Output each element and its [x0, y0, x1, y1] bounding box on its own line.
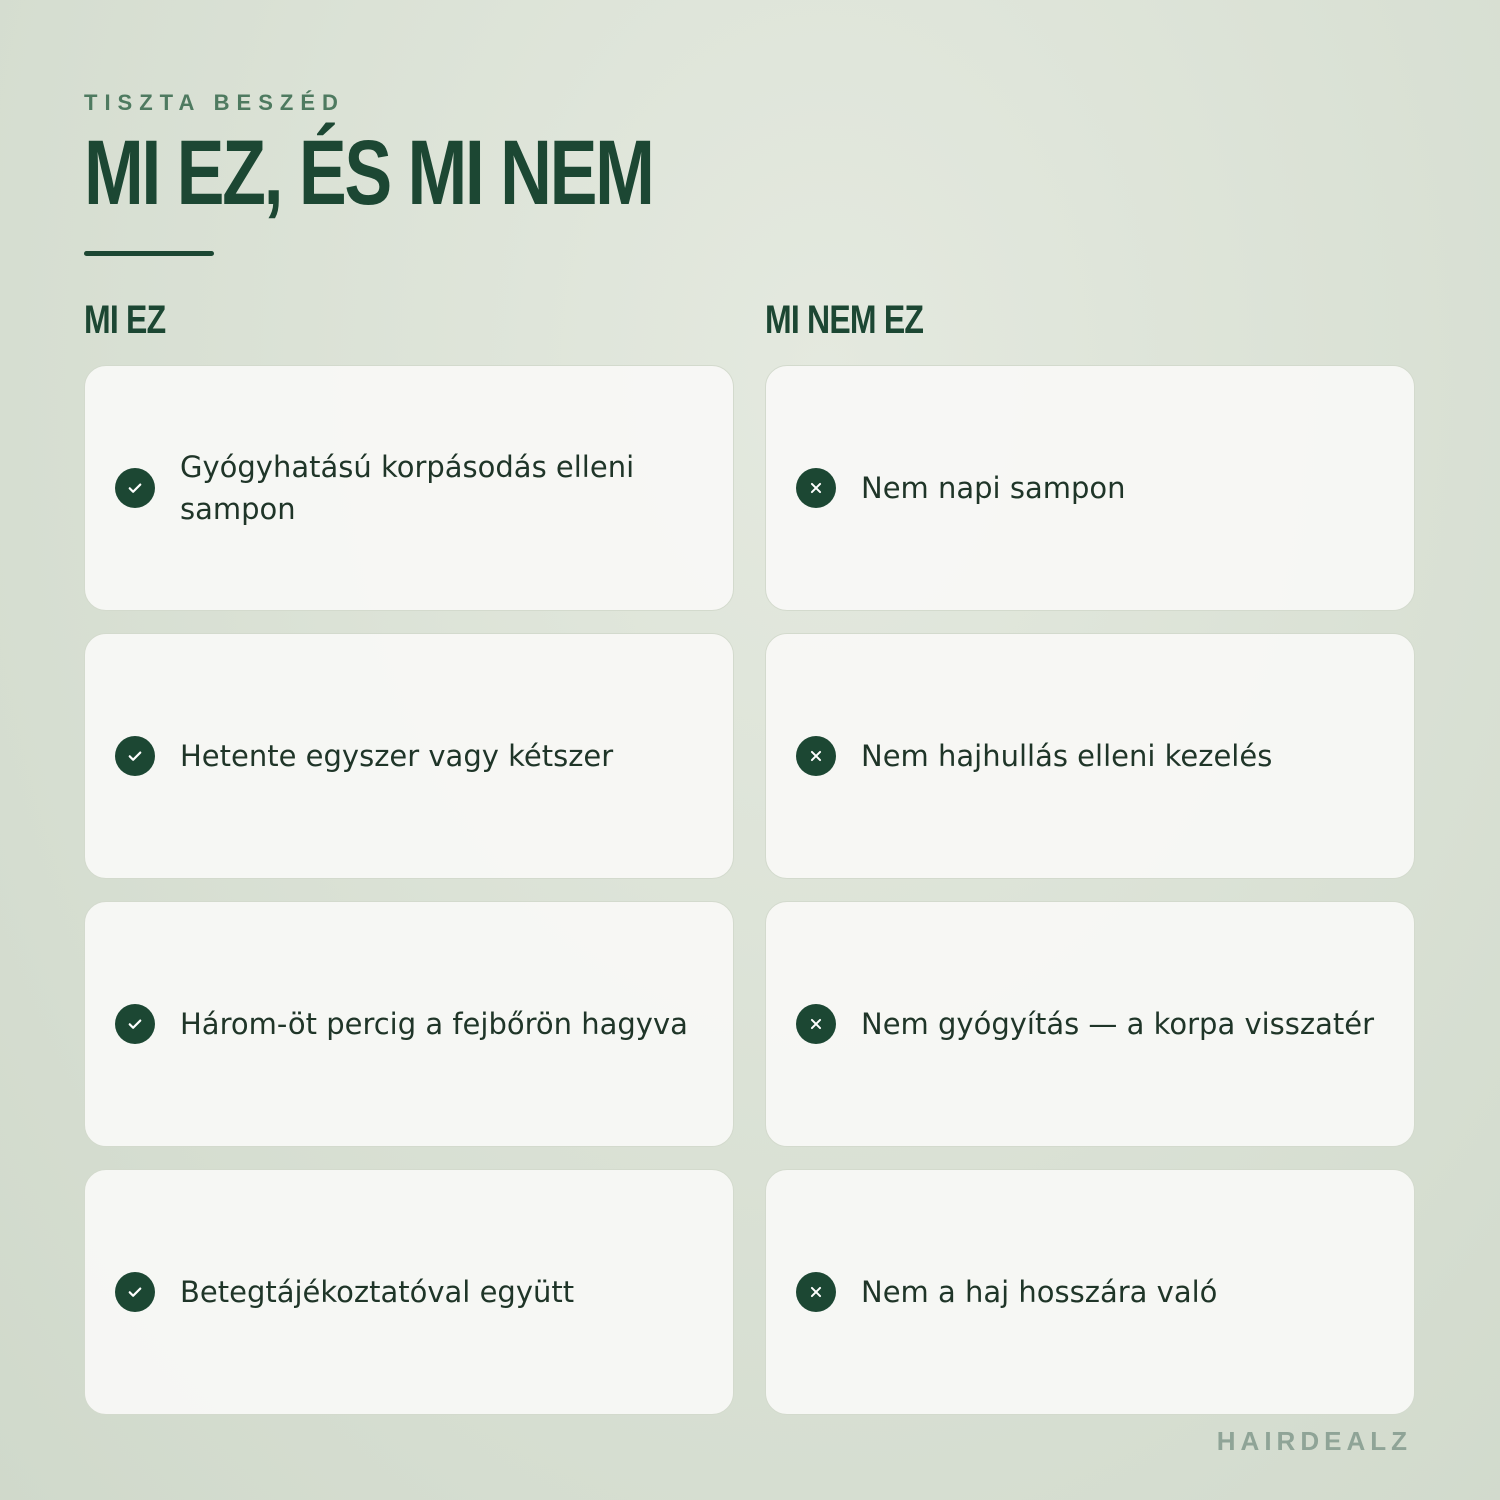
page-title: MI EZ, ÉS MI NEM [84, 122, 653, 224]
check-icon [115, 468, 155, 508]
card-mi-ez-4 [84, 1169, 734, 1415]
card-text: Hetente egyszer vagy kétszer [180, 739, 614, 773]
card-text: Három-öt percig a fejbőrön hagyva [180, 1007, 688, 1041]
cross-icon [796, 736, 836, 776]
check-icon [115, 1004, 155, 1044]
card-text: Nem hajhullás elleni kezelés [861, 739, 1273, 773]
card-mi-nem-ez-3 [765, 901, 1415, 1147]
card-text: Gyógyhatású korpásodás elleni sampon [180, 450, 635, 526]
brand-wordmark: HAIRDEALZ [1216, 1426, 1412, 1456]
column-heading-mi-nem-ez: MI NEM EZ [765, 298, 924, 342]
card-mi-ez-3 [84, 901, 734, 1147]
check-icon [115, 1272, 155, 1312]
card-mi-nem-ez-4 [765, 1169, 1415, 1415]
eyebrow-label: TISZTA BESZÉD [84, 90, 345, 115]
card-mi-ez-1 [84, 365, 734, 611]
card-text: Nem gyógyítás — a korpa visszatér [861, 1007, 1375, 1041]
cross-icon [796, 1272, 836, 1312]
card-text: Betegtájékoztatóval együtt [180, 1275, 575, 1309]
card-mi-nem-ez-1 [765, 365, 1415, 611]
card-text: Nem a haj hosszára való [861, 1275, 1218, 1309]
card-text: Nem napi sampon [861, 471, 1126, 505]
card-mi-ez-2 [84, 633, 734, 879]
card-mi-nem-ez-2 [765, 633, 1415, 879]
check-icon [115, 736, 155, 776]
column-heading-mi-ez: MI EZ [84, 298, 166, 342]
title-underline [84, 251, 214, 256]
cross-icon [796, 468, 836, 508]
cross-icon [796, 1004, 836, 1044]
